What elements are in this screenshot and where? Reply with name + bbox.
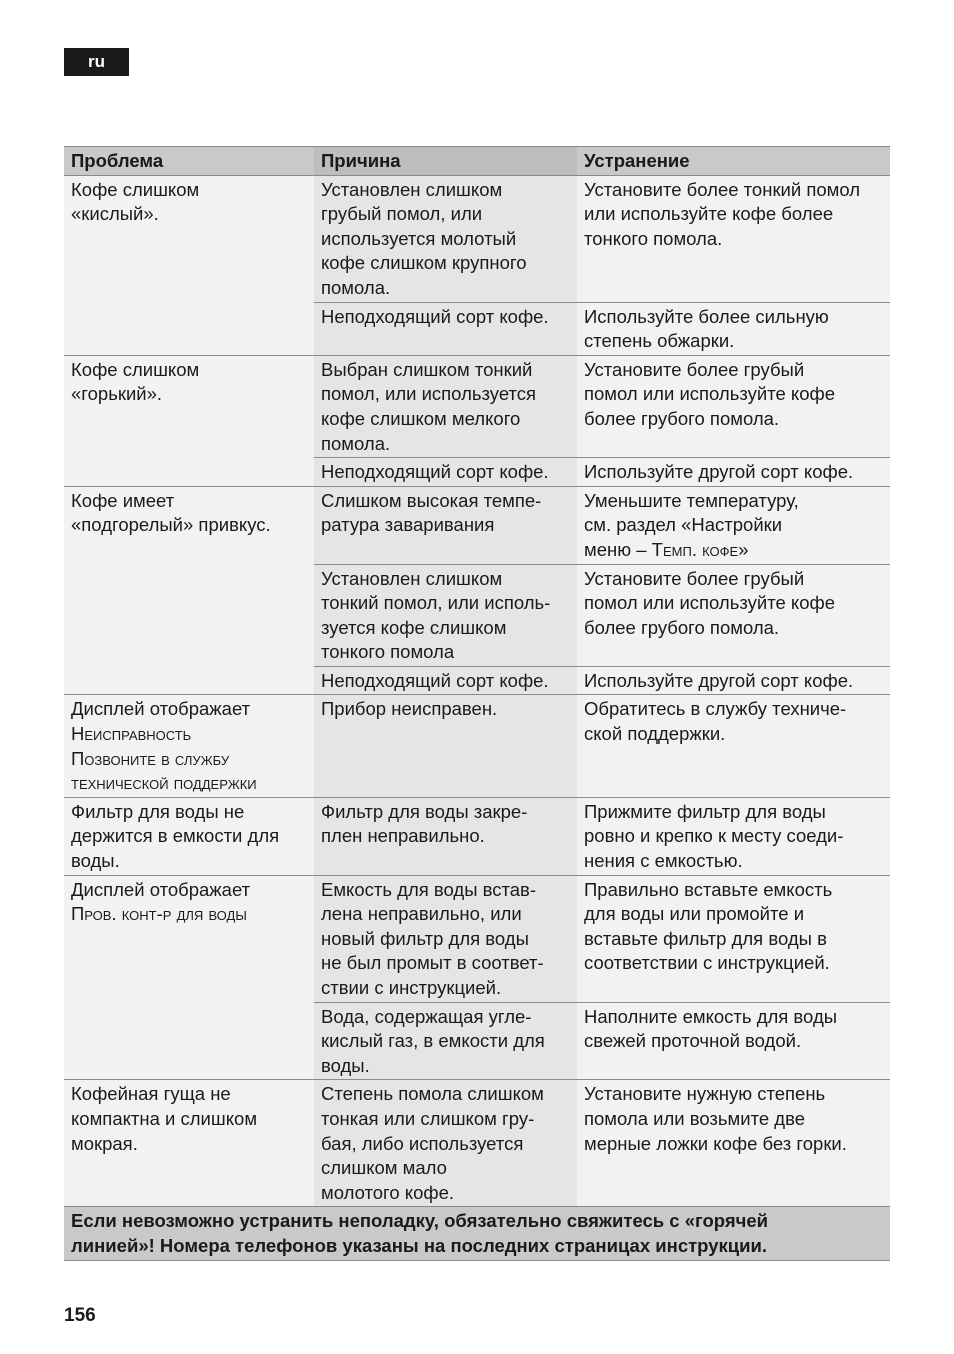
text-line: ровно и крепко к месту соеди- [584,825,844,847]
text-fragment: » [738,538,749,560]
display-message-line: технической поддержки [71,772,257,794]
cause-cell [314,486,577,564]
text-line: для воды или промойте и [584,903,805,925]
text-line: см. раздел «Настройки [584,514,783,536]
text-line: Установите более грубый [584,358,805,380]
text-line: Неподходящий сорт кофе. [321,461,549,483]
cause-cell [314,302,577,355]
text-line: Установите нужную степень [584,1083,826,1105]
text-line: Емкость для воды встав- [321,878,537,900]
text-line: Установите более грубый [584,567,805,589]
text-line: Кофе слишком [71,358,200,380]
remedy-cell [577,1080,890,1207]
text-line: тонкая или слишком гру- [321,1107,535,1129]
hotline-note [64,1207,890,1260]
header-cause: Причина [314,147,577,176]
remedy-cell [577,797,890,875]
text-line: Степень помола слишком [321,1083,544,1105]
text-line: Установите более тонкий помол [584,178,861,200]
text-line: тонкий помол, или исполь- [321,592,551,614]
remedy-cell [577,458,890,487]
table-footer-row [64,1207,890,1260]
text-line: Установлен слишком [321,567,503,589]
text-line: Неподходящий сорт кофе. [321,305,549,327]
text-line: Кофе имеет [71,489,175,511]
text-line: воды. [321,1054,370,1076]
text-line: держится в емкости для [71,825,280,847]
text-line: кислый газ, в емкости для [321,1030,545,1052]
text-line: Наполните емкость для воды [584,1005,838,1027]
text-line: кофе слишком мелкого [321,407,521,429]
text-line: Используйте другой сорт кофе. [584,461,854,483]
text-line: «кислый». [71,203,159,225]
remedy-cell [577,564,890,666]
problem-cell [64,875,314,1080]
text-line: используется молотый [321,227,517,249]
remedy-cell [577,666,890,695]
text-line: помола. [321,276,391,298]
text-line: помол или используйте кофе [584,592,836,614]
text-line: соответствии с инструкцией. [584,952,830,974]
text-line: Если невозможно устранить неполадку, обязательно свяжитесь с «горячей [71,1210,769,1232]
problem-cell [64,486,314,695]
cause-cell [314,875,577,1002]
cause-cell [314,797,577,875]
text-line: бая, либо используется [321,1132,524,1154]
text-line: мерные ложки кофе без горки. [584,1132,847,1154]
problem-cell [64,1080,314,1207]
table-row [64,875,890,1002]
text-line: мокрая. [71,1132,138,1154]
text-line: новый фильтр для воды [321,927,529,949]
text-line: Кофе слишком [71,178,200,200]
text-line: Кофейная гуща не [71,1083,231,1105]
remedy-cell [577,355,890,457]
language-tab: ru [64,48,129,76]
text-line: ратура заваривания [321,514,495,536]
text-line: Неподходящий сорт кофе. [321,669,549,691]
text-line: «подгорелый» привкус. [71,514,271,536]
text-line: Используйте более сильную [584,305,829,327]
text-line: тонкого помола [321,641,455,663]
table-row [64,486,890,564]
text-line: вставьте фильтр для воды в [584,927,827,949]
text-line: воды. [71,850,120,872]
header-remedy: Устранение [577,147,890,176]
text-line: Дисплей отображает [71,878,251,900]
table-row [64,355,890,457]
header-problem: Проблема [64,147,314,176]
text-line: тонкого помола. [584,227,723,249]
text-line [584,538,884,563]
text-line: Установлен слишком [321,178,503,200]
cause-cell [314,458,577,487]
menu-item-reference: Темп. кофе [651,538,739,560]
text-line: грубый помол, или [321,203,483,225]
remedy-cell [577,695,890,797]
text-line: Прибор неисправен. [321,698,498,720]
text-line: ствии с инструкцией. [321,977,502,998]
text-line: Правильно вставьте емкость [584,878,833,900]
text-line: Уменьшите температуру, [584,489,799,511]
text-line: ской поддержки. [584,723,726,745]
table-row [64,175,890,302]
display-message-line: Позвоните в службу [71,747,230,769]
table-row [64,695,890,797]
display-message-line: Пров. конт-р для воды [71,903,247,925]
text-line: Используйте другой сорт кофе. [584,669,854,691]
text-line: молотого кофе. [321,1181,455,1203]
text-line: кофе слишком крупного [321,252,527,274]
problem-cell [64,355,314,486]
text-line: Вода, содержащая угле- [321,1005,532,1027]
problem-cell [64,175,314,355]
page-number: 156 [64,1305,96,1326]
text-line: Выбран слишком тонкий [321,358,533,380]
text-line: более грубого помола. [584,407,780,429]
text-line: степень обжарки. [584,330,735,352]
cause-cell [314,564,577,666]
remedy-cell [577,486,890,564]
text-line: Дисплей отображает [71,698,251,720]
cause-cell [314,695,577,797]
text-line: нения с емкостью. [584,850,743,872]
text-line: помола или возьмите две [584,1107,806,1129]
text-line: Слишком высокая темпе- [321,489,542,511]
remedy-cell [577,175,890,302]
cause-cell [314,666,577,695]
remedy-cell [577,875,890,1002]
table-row [64,797,890,875]
text-line: линией»! Номера телефонов указаны на последних страницах инструкции. [71,1234,768,1256]
cause-cell [314,175,577,302]
text-line: помол, или используется [321,383,537,405]
text-fragment: меню – [584,538,647,560]
remedy-cell [577,302,890,355]
text-line: более грубого помола. [584,616,780,638]
text-line: свежей проточной водой. [584,1030,802,1052]
text-line: Прижмите фильтр для воды [584,800,826,822]
text-line: или используйте кофе более [584,203,834,225]
text-line: «горький». [71,383,163,405]
text-line: компактна и слишком [71,1107,258,1129]
problem-cell [64,797,314,875]
text-line: помол или используйте кофе [584,383,836,405]
text-line: Фильтр для воды не [71,800,245,822]
text-line: помола. [321,432,391,454]
text-line: лена неправильно, или [321,903,522,925]
cause-cell [314,1002,577,1080]
remedy-cell [577,1002,890,1080]
text-line: Фильтр для воды закре- [321,800,528,822]
table-row [64,1080,890,1207]
troubleshooting-table [64,146,890,1261]
text-line: не был промыт в соответ- [321,952,544,974]
problem-cell [64,695,314,797]
cause-cell [314,1080,577,1207]
display-message-line: Неисправность [71,723,192,745]
text-line: зуется кофе слишком [321,616,507,638]
cause-cell [314,355,577,457]
table-header-row [64,147,890,176]
text-line: слишком мало [321,1157,447,1179]
text-line: Обратитесь в службу техниче- [584,698,847,720]
text-line: плен неправильно. [321,825,485,847]
